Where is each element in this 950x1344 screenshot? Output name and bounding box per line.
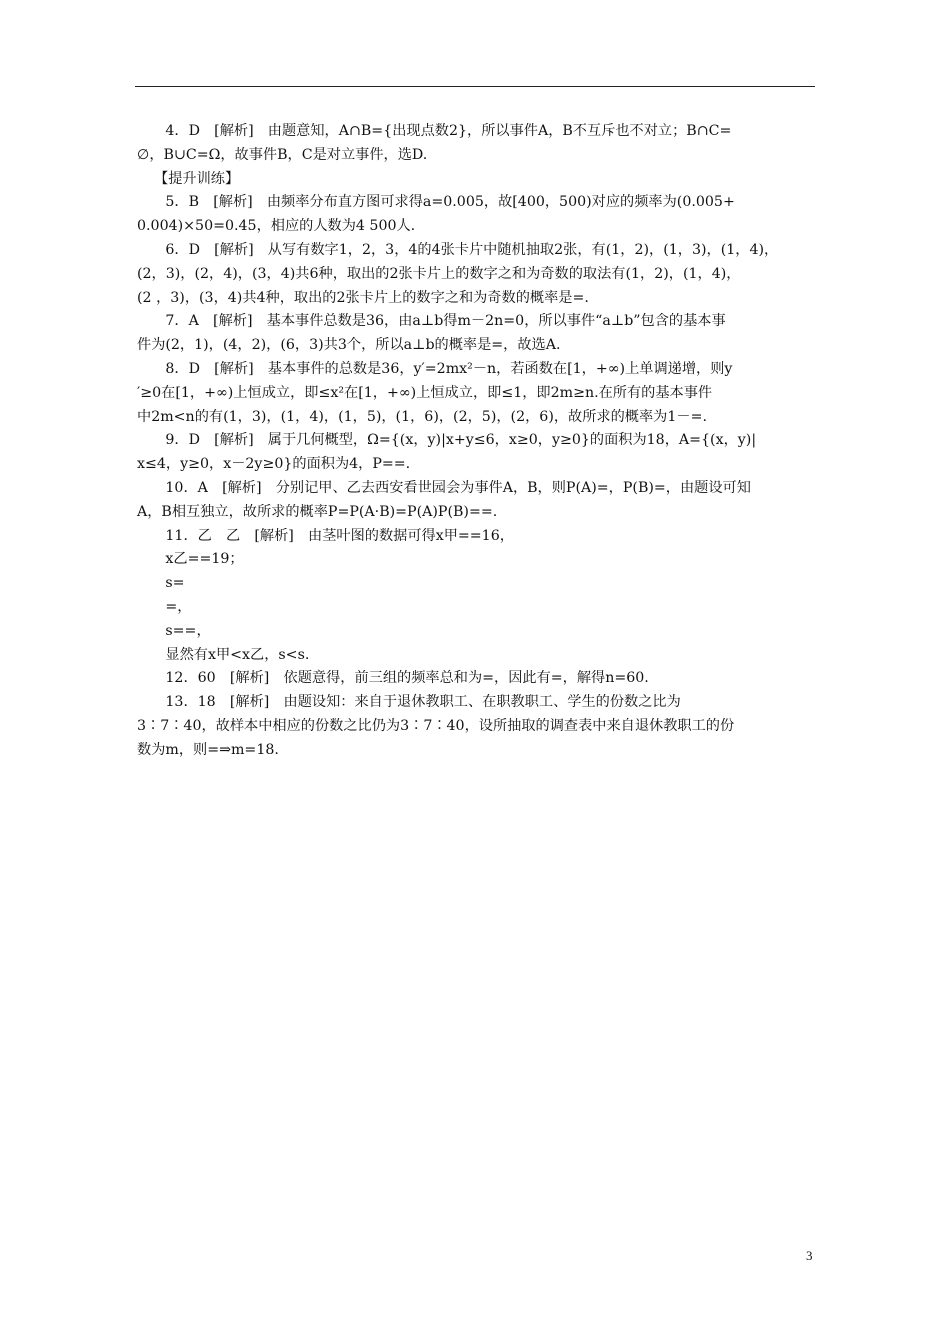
text-line: A，B相互独立，故所求的概率P=P(A·B)=P(A)P(B)==.: [137, 503, 498, 520]
text-line: 4．D [解析] 由题意知，A∩B={出现点数2}，所以事件A，B不互斥也不对立；B∩C=: [165, 123, 732, 139]
text-line: 显然有x甲<x乙，s<s.: [165, 646, 310, 663]
text-line: (2，3)，(2，4)，(3，4)共6种，取出的2张卡片上的数字之和为奇数的取法有(1，2)，(1，4)，: [137, 265, 741, 282]
text-line: s=: [165, 575, 185, 592]
text-line: 中2m<n的有(1，3)，(1，4)，(1，5)，(1，6)，(2，5)，(2，6)，故所求的概率为1－=.: [137, 408, 707, 425]
text-line: 12．60 [解析] 依题意得，前三组的频率总和为=，因此有=，解得n=60.: [165, 670, 649, 687]
text-line: 数为m，则=⇒m=18.: [137, 741, 279, 758]
text-line: ′≥0在[1，+∞)上恒成立，即≤x²在[1，+∞)上恒成立，即≤1，即2m≥n.在所有的基本事件: [137, 384, 713, 401]
text-line: 8．D [解析] 基本事件的总数是36，y′=2mx²－n，若函数在[1，+∞)上单调递增，则y: [165, 360, 733, 377]
text-line: =，: [165, 598, 192, 615]
text-line: 7．A [解析] 基本事件总数是36，由a⊥b得m－2n=0，所以事件“a⊥b”包含的基本事: [165, 313, 726, 330]
answer-text: [137, 120, 815, 763]
text-line: 3∶7∶40，故样本中相应的份数之比仍为3∶7∶40，设所抽取的调查表中来自退休教职工的份: [137, 717, 735, 734]
text-line: 13．18 [解析] 由题设知：来自于退休教职工、在职教职工、学生的份数之比为: [165, 694, 681, 711]
section-heading: 【提升训练】: [154, 170, 240, 187]
page-number: 3: [806, 1248, 813, 1263]
text-line: x乙==19；: [165, 551, 244, 568]
text-line: 0.004)×50=0.45，相应的人数为4 500人.: [137, 218, 416, 235]
text-line: x≤4，y≥0，x－2y≥0}的面积为4，P==.: [137, 456, 411, 473]
text-line: 5．B [解析] 由频率分布直方图可求得a=0.005，故[400，500)对应的频率为(0.005+: [165, 194, 735, 211]
text-line: 11．乙 乙 [解析] 由茎叶图的数据可得x甲==16，: [165, 527, 514, 544]
text-line: ∅，B∪C=Ω，故事件B，C是对立事件，选D.: [137, 146, 428, 163]
text-line: 10．A [解析] 分别记甲、乙去西安看世园会为事件A，B，则P(A)=，P(B)=，由题设可知: [165, 479, 751, 496]
text-line: s==，: [165, 622, 211, 639]
text-line: 6．D [解析] 从写有数字1，2，3，4的4张卡片中随机抽取2张，有(1，2)，(1，3)，(1，4)，: [165, 241, 779, 258]
text-line: 9．D [解析] 属于几何概型，Ω={(x，y)|x+y≤6，x≥0，y≥0}的面积为18，A={(x，y)|: [165, 432, 757, 449]
header-rule: [135, 86, 815, 87]
text-line: (2 ，3)，(3，4)共4种，取出的2张卡片上的数字之和为奇数的概率是=.: [137, 289, 589, 306]
text-line: 件为(2，1)，(4，2)，(6，3)共3个，所以a⊥b的概率是=，故选A.: [137, 337, 561, 354]
